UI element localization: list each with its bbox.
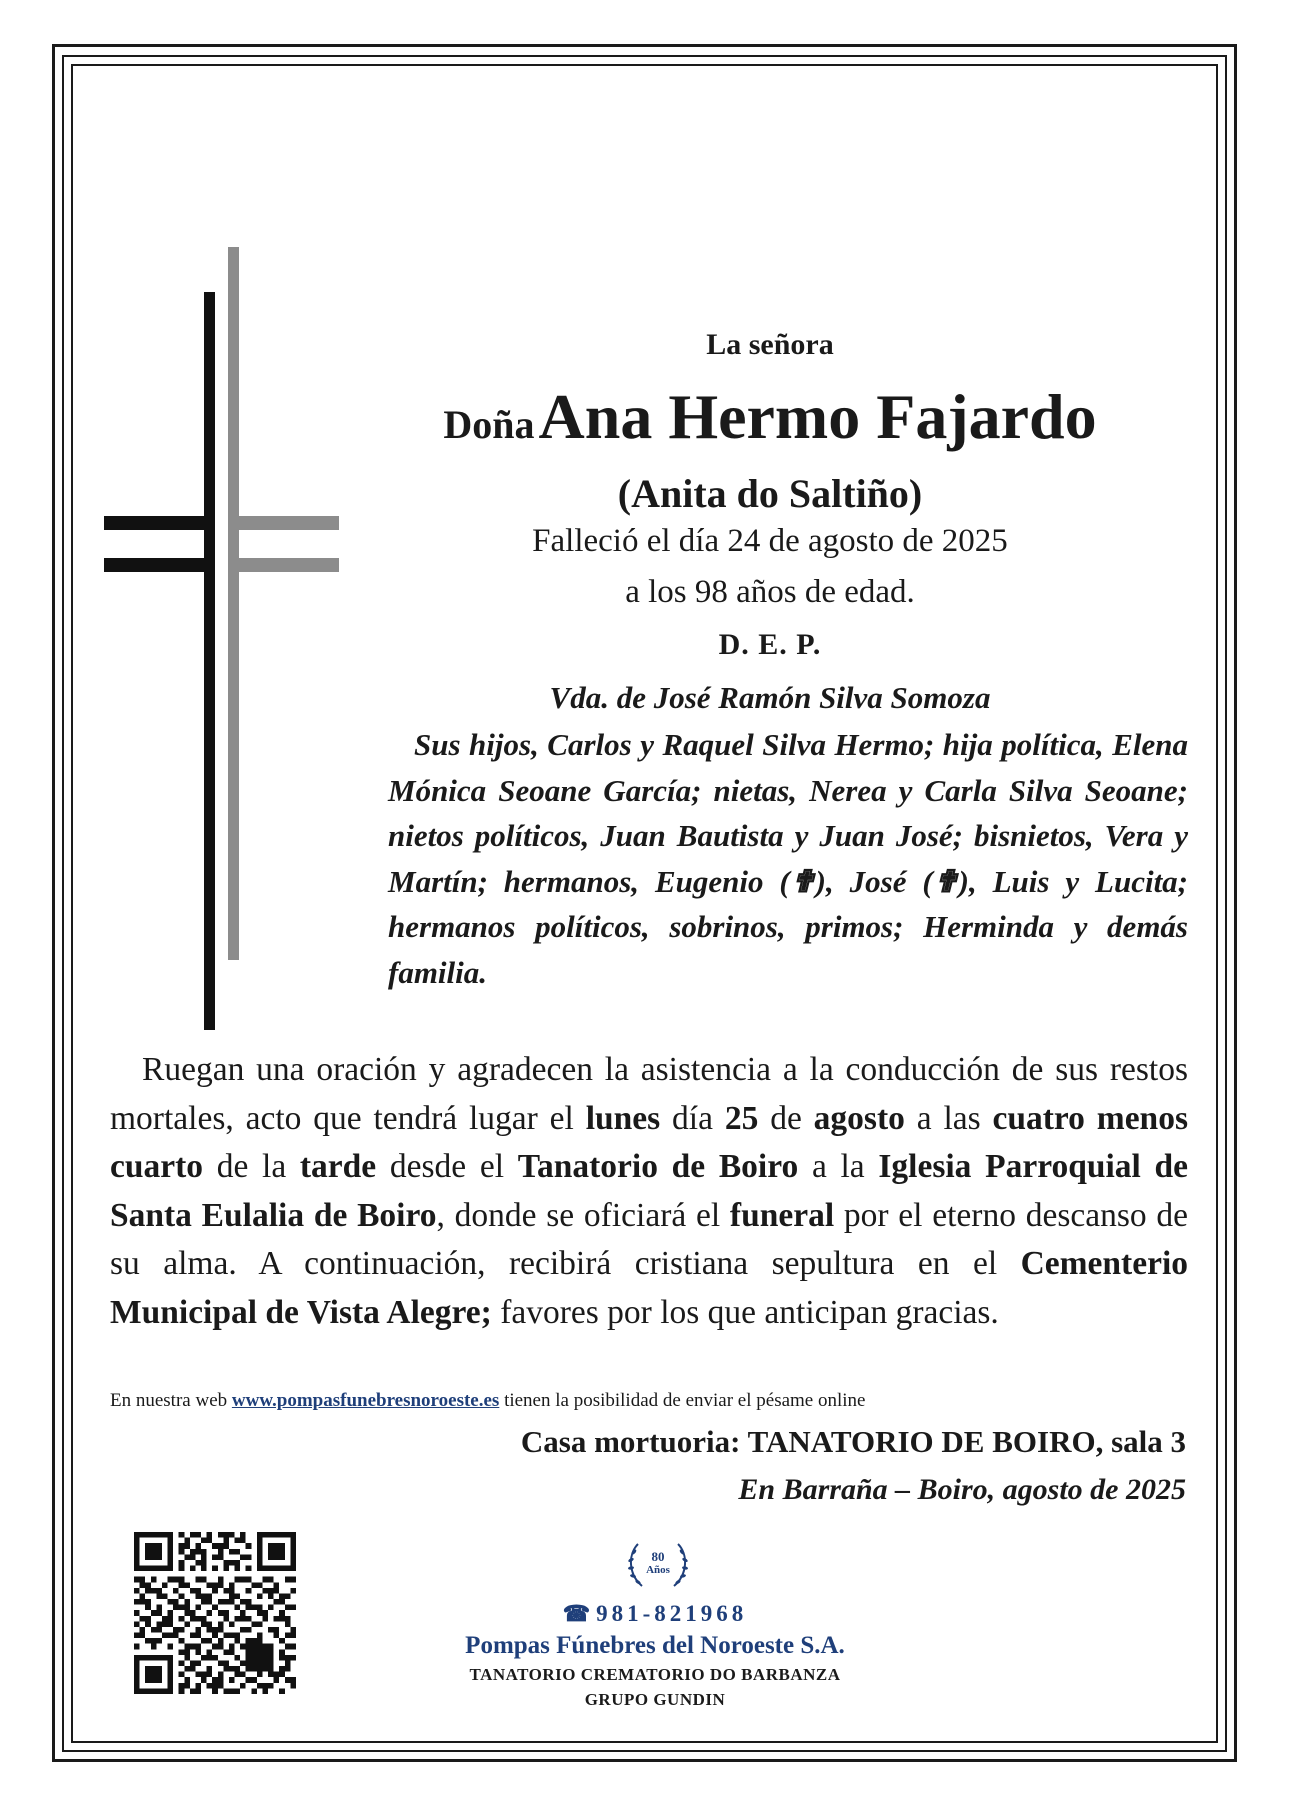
ceremony-time: cuatro menos cuarto: [110, 1099, 1188, 1185]
death-date-line: Falleció el día 24 de agosto de 2025: [532, 523, 1008, 559]
phone-icon: ☎: [562, 1601, 591, 1626]
qr-code[interactable]: [134, 1532, 296, 1694]
name-prefix: Doña: [443, 402, 535, 447]
phone-number-text: 981-821968: [596, 1601, 748, 1626]
ceremony-text: día: [660, 1099, 725, 1137]
company-name: Pompas Fúnebres del Noroeste S.A.: [465, 1632, 845, 1659]
ceremony-origin: Tanatorio de Boiro: [517, 1148, 799, 1185]
ceremony-month: agosto: [813, 1099, 905, 1137]
phone-number[interactable]: [380, 1601, 930, 1627]
website-link[interactable]: www.pompasfunebresnoroeste.es: [231, 1390, 500, 1411]
group-name: GRUPO GUNDIN: [584, 1690, 726, 1709]
web-condolence-note: [110, 1390, 865, 1412]
web-note-suffix: tienen la posibilidad de enviar el pésame online: [499, 1390, 866, 1411]
ceremony-text: a las: [904, 1099, 993, 1137]
title-la-senora: La señora: [706, 328, 834, 361]
ceremony-funeral: funeral: [729, 1196, 835, 1234]
cross-black-top-arm: [104, 516, 215, 530]
ceremony-day-number: 25: [724, 1099, 759, 1137]
place-and-date: En Barraña – Boiro, agosto de 2025: [738, 1473, 1186, 1506]
web-note-prefix: En nuestra web: [110, 1390, 232, 1411]
nickname: (Anita do Saltiño): [617, 471, 923, 516]
full-name: Ana Hermo Fajardo: [538, 381, 1097, 452]
ceremony-text: a la: [798, 1148, 879, 1185]
age-line: a los 98 años de edad.: [625, 574, 915, 610]
ceremony-text: por el eterno descanso de su alma. A continuación, recibirá cristiana sepultura en el: [110, 1196, 1189, 1282]
ceremony-cemetery: Cementerio Municipal de Vista Alegre;: [110, 1245, 1188, 1331]
deceased-name: [380, 380, 1160, 454]
ceremony-text: de: [758, 1099, 814, 1137]
ceremony-text: Ruegan una oración y agradecen la asistencia a la conducción de sus restos mortales, acto que tendrá lugar el: [110, 1051, 1188, 1137]
cross-black-bottom-arm: [104, 558, 215, 572]
ceremony-text: desde el: [376, 1148, 518, 1185]
ceremony-text: de la: [203, 1148, 300, 1185]
dep-initials: D. E. P.: [718, 628, 822, 661]
ceremony-church: Iglesia Parroquial de Santa Eulalia de Boiro: [110, 1148, 1189, 1234]
badge-number: 80: [651, 1549, 665, 1564]
ceremony-paragraph: [110, 1046, 1188, 1337]
cross-gray-top-arm: [228, 516, 339, 530]
ceremony-text: , donde se oficiará el: [436, 1196, 730, 1234]
cross-black-vertical-bar: [204, 292, 215, 1030]
badge-word: Años: [646, 1564, 670, 1576]
ceremony-period: tarde: [299, 1148, 377, 1185]
family-members-paragraph: Sus hijos, Carlos y Raquel Silva Hermo; hija política, Elena Mónica Seoane García; nietas, Nerea y Carla Silva Seoane; nietos políticos, Juan Bautista y Juan José; bisnietos, Vera y Martín; hermanos, Eugenio (✟), José (✟), Luis y Lucita; hermanos políticos, sobrinos, primos; Herminda y demás familia.: [388, 727, 1188, 990]
ceremony-day-name: lunes: [585, 1099, 661, 1137]
ceremony-text: favores por los que anticipan gracias.: [491, 1293, 999, 1331]
casa-mortuoria: Casa mortuoria: TANATORIO DE BOIRO, sala 3: [520, 1424, 1186, 1459]
cross-gray-vertical-bar: [228, 247, 239, 960]
tanatorio-name: TANATORIO CREMATORIO DO BARBANZA: [469, 1665, 841, 1684]
widow-line: Vda. de José Ramón Silva Somoza: [549, 680, 991, 715]
cross-gray-bottom-arm: [228, 558, 339, 572]
